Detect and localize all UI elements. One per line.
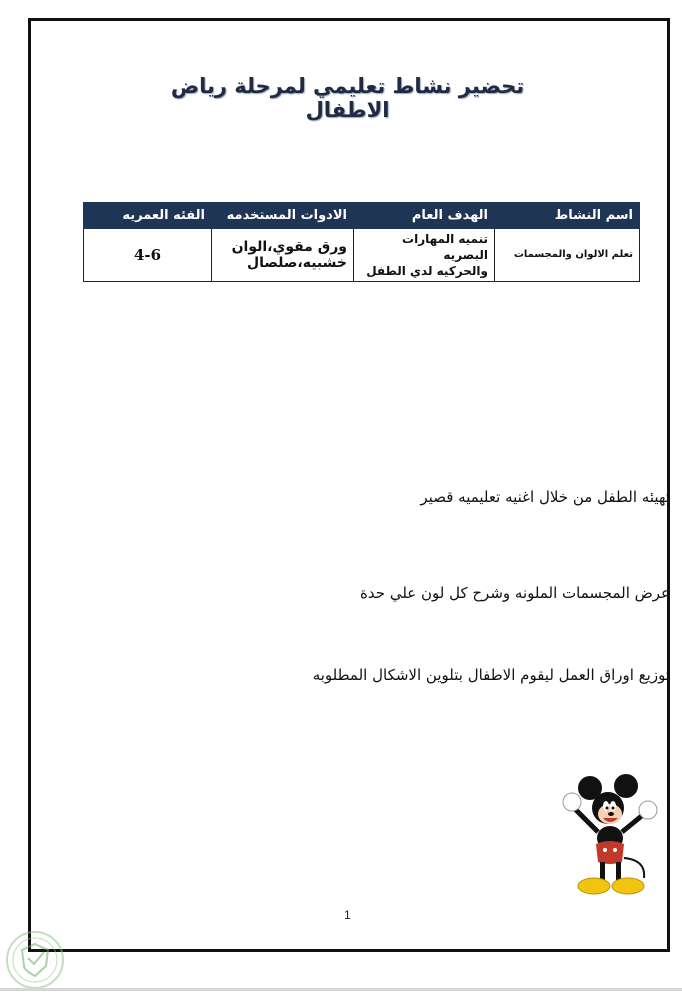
cell-tools-line2: خشبيه،صلصال (246, 255, 347, 271)
cell-goal-line2: والحركيه لدي الطفل (366, 264, 488, 278)
cell-age-group: 4-6 (84, 229, 212, 282)
cell-activity-name: تعلم الالوان والمجسمات (495, 229, 640, 282)
cell-goal (354, 229, 495, 282)
bottom-divider (0, 988, 682, 991)
header-tools: الادوات المستخدمه (212, 203, 354, 229)
step-1-text: تهيئه الطفل من خلال اغنيه تعليميه قصير (420, 488, 670, 506)
header-activity-name: اسم النشاط (495, 203, 640, 229)
cell-tools-line1: ورق مقوي،الوان (231, 239, 347, 255)
step-3-text: توزيع اوراق العمل ليقوم الاطفال بتلوين الاشكال المطلوبه (312, 666, 670, 684)
table-header-row (84, 203, 640, 229)
header-age-group: الفئه العمريه (84, 203, 212, 229)
cell-tools (212, 229, 354, 282)
activity-table (83, 202, 640, 282)
page-number: 1 (344, 908, 351, 922)
table-row (84, 229, 640, 282)
page-title: تحضير نشاط تعليمي لمرحلة رياض الاطفال (170, 74, 525, 122)
cell-goal-line1: تنميه المهارات البصريه (402, 232, 488, 262)
cartoon-mouse-mascot-icon (560, 774, 660, 900)
step-2-text: عرض المجسمات الملونه وشرح كل لون علي حدة (360, 584, 670, 602)
header-goal: الهدف العام (354, 203, 495, 229)
